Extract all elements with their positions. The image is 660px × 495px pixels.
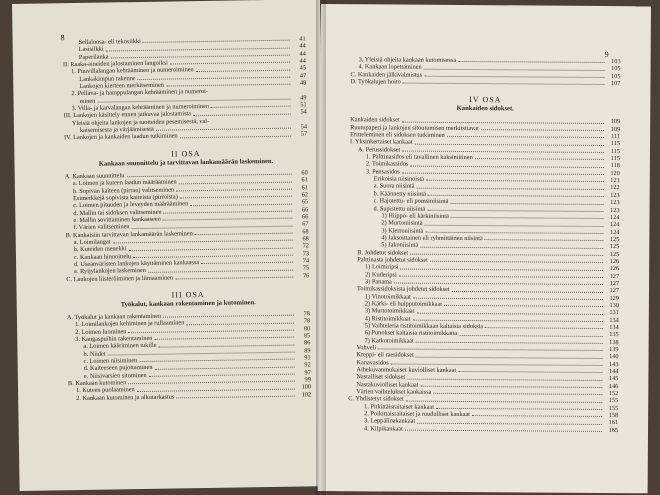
toc-entry-title: D. Työkalujen hoito xyxy=(350,78,401,86)
dot-leader xyxy=(425,224,604,226)
toc-entry-title: III. Lankojen käsittely ennen jatkuvaa jalostamista xyxy=(63,110,192,120)
toc-page-number: 145 xyxy=(608,375,619,383)
toc-page-number: 73 xyxy=(302,249,310,258)
toc-page-number: 62 xyxy=(301,191,309,199)
dot-leader xyxy=(451,217,604,219)
toc-page-number: 47 xyxy=(299,72,307,80)
dot-leader xyxy=(196,69,290,71)
toc-entry-title: 2. Kankaan kutominen ja alkutarkastus xyxy=(76,393,175,402)
toc-entry-title: Kreppi- eli raesidokset xyxy=(356,351,414,360)
toc-page-number: 105 xyxy=(611,72,621,80)
toc-entry-title: Kankaiden sidokset xyxy=(350,116,400,124)
toc-page-number: 67 xyxy=(302,220,309,228)
toc-entry-title: C. Yhdistetyt sidokset xyxy=(348,395,404,404)
dot-leader xyxy=(201,262,293,264)
toc-entry-title: C. Kankaiden jälkivalmistus xyxy=(350,70,423,79)
dot-leader xyxy=(420,246,603,248)
toc-page-number: 48 xyxy=(299,79,307,87)
toc-page-number: 45 xyxy=(299,64,307,72)
dot-leader xyxy=(180,135,291,138)
toc-page-number: 127 xyxy=(609,287,620,295)
book-gutter xyxy=(316,0,326,495)
toc-entry-title: 7) Katkotoimikkaat xyxy=(364,337,414,345)
page-number: 9 xyxy=(604,49,609,60)
toc-entry-title: Nastalliset sidokset xyxy=(356,373,406,382)
toc-entry-title: Toimikassidoksista johdetut sidokset xyxy=(356,285,450,294)
dot-leader xyxy=(485,239,604,241)
toc-page-number: 129 xyxy=(609,294,619,302)
toc-page-number: 120 xyxy=(610,169,620,177)
toc-page-number: 99 xyxy=(304,376,311,384)
toc-entry-title: 3. Kangaspuihin rakentaminen xyxy=(75,334,153,344)
toc-page-number: 139 xyxy=(609,346,619,354)
toc-entry-title: IV. Lankojen ja kankaiden laadun tutkiminen xyxy=(64,132,178,142)
toc-page-number: 135 xyxy=(609,331,619,339)
toc-page-number: 118 xyxy=(610,162,620,170)
toc-page-number: 86 xyxy=(304,339,311,347)
toc-page-number: 125 xyxy=(609,243,620,251)
toc-entry-title: 4. Kankaan lopettaminen xyxy=(358,63,422,72)
dot-leader xyxy=(410,165,604,167)
toc-entry-title: 3) Kierroniisintä xyxy=(381,226,424,235)
toc-entry-title: Esimerkkejä sopivista kaiteista (pirroista) xyxy=(73,193,178,202)
toc-entry-title: Lankojen kierteen merkitseminen xyxy=(79,81,164,91)
part-title: Kankaiden sidokset. xyxy=(456,105,514,113)
dot-leader xyxy=(475,159,604,161)
toc-page-number: 92 xyxy=(304,361,311,369)
toc-page-number: 75 xyxy=(302,264,310,272)
toc-page-number: 109 xyxy=(610,125,621,133)
toc-page-number: 111 xyxy=(611,133,621,141)
toc-page-number: 127 xyxy=(609,279,620,288)
dot-leader xyxy=(405,430,602,432)
toc-entry-title: I. Yksinkertaiset kankaat xyxy=(350,138,413,147)
toc-entry-title: Värien vaihtelukset kankaissa xyxy=(356,388,432,396)
toc-page-number: 61 xyxy=(301,183,308,191)
toc-page-number: 78 xyxy=(303,310,310,318)
toc-entry-title: a. Suora niisintä xyxy=(373,182,415,191)
toc-entry-title: e. Niisivarsien sitominen xyxy=(83,371,147,380)
toc-entry-title: 2. Poikittaisraitaiset ja ruudulliset kankaat xyxy=(364,410,470,419)
toc-page-number: 76 xyxy=(302,271,310,280)
toc-entry xyxy=(350,78,620,87)
part-heading: III OSA xyxy=(171,289,205,300)
toc-entry-title: b. Niidet xyxy=(83,350,106,358)
dot-leader xyxy=(394,283,603,285)
toc-page-number: 109 xyxy=(610,118,621,126)
toc-entry-title: Paperilanka xyxy=(78,53,109,61)
toc-entry-title: d. Kaiteeseen pujottaminen xyxy=(83,364,153,373)
table-of-contents-left xyxy=(63,35,312,402)
dot-leader xyxy=(399,275,603,277)
toc-entry-title: d. Useanväristen lankojen käyttäminen kankaassa xyxy=(74,259,200,268)
toc-entry-title: 1. Puuvillalangan kehrääminen ja numeroiminen xyxy=(71,66,194,76)
toc-entry-title: 2) Murtoniisintä xyxy=(381,219,423,227)
toc-page-number: 105 xyxy=(611,65,621,73)
toc-page-number: 103 xyxy=(611,58,621,66)
toc-page-number: 123 xyxy=(610,199,620,207)
dot-leader xyxy=(485,327,603,329)
toc-entry-title: A. Kankaan suunnittelu xyxy=(64,172,125,181)
dot-leader xyxy=(391,364,603,366)
toc-page-number: 124 xyxy=(609,221,620,229)
toc-entry-title: 3) Murtotoimikkaat xyxy=(364,307,415,315)
dot-leader xyxy=(481,129,604,131)
toc-page-number: 125 xyxy=(609,235,620,243)
toc-page-number: 144 xyxy=(608,368,619,376)
toc-section xyxy=(63,35,308,142)
toc-entry-title: e. Ryijylankojen laskeminen xyxy=(74,267,146,276)
toc-entry-title: 1) Hiippo- eli kärkiniisintä xyxy=(381,212,449,220)
toc-entry-title: Eritteleminen eli sidoksen tutkiminen xyxy=(350,131,445,139)
toc-page-number: 61 xyxy=(301,176,308,184)
toc-page-number: 122 xyxy=(610,184,620,192)
dot-leader xyxy=(193,113,291,116)
toc-section xyxy=(348,117,620,435)
dot-leader xyxy=(425,232,603,234)
toc-entry-title: 2. Loimen luominen xyxy=(75,327,127,336)
toc-page-number: 146 xyxy=(608,382,619,390)
dot-leader xyxy=(420,386,602,388)
toc-entry-title: Lasisilkki xyxy=(78,45,104,54)
toc-page-number: 65 xyxy=(301,198,309,206)
toc-entry-title: II. Raaka-aineiden jalostaminen langoiksi xyxy=(62,59,168,69)
toc-entry-title: e. Mallin sovittaminen kankaaseen xyxy=(73,215,161,224)
dot-leader xyxy=(190,203,292,206)
toc-page-number: 155 xyxy=(608,404,619,412)
dot-leader xyxy=(424,68,605,70)
dot-leader xyxy=(452,291,603,293)
toc-page-number: 68 xyxy=(302,227,309,236)
toc-page-number: 158 xyxy=(608,412,619,420)
toc-entry-title: c. Kankaan hinnoittelu xyxy=(73,252,132,261)
toc-entry-title: Erikoisia niisinoistä xyxy=(373,175,425,183)
toc-page-number: 140 xyxy=(609,353,619,361)
toc-entry-title: 2) Kuderipsi xyxy=(365,270,397,279)
toc-entry-title: A. Perussidokset xyxy=(357,146,401,154)
toc-page-number: 74 xyxy=(302,257,310,265)
toc-entry-title: c. Loimen pituuden ja leveyden määrääminen xyxy=(73,200,189,210)
toc-entry-title: 5) Jakoniisintä xyxy=(381,241,419,249)
toc-entry-title: 1. Pitkittäisraitaiset kankaat xyxy=(364,403,434,411)
toc-entry-title: Vohveli xyxy=(356,344,377,352)
toc-page-number: 44 xyxy=(299,50,306,58)
part-title: Kankaan suunnittelu ja tarvittavan lankamäärän laskeminen. xyxy=(98,157,274,168)
dot-leader xyxy=(406,400,602,402)
toc-page-number: 102 xyxy=(301,391,312,399)
toc-entry-title: f. Värien valitseminen xyxy=(73,223,130,232)
toc-page-number: 44 xyxy=(299,42,306,50)
dot-leader xyxy=(472,416,602,418)
toc-page-number: 72 xyxy=(302,242,309,250)
toc-page-number: 115 xyxy=(610,140,621,148)
toc-entry-title: 3. Leppälinakankaat xyxy=(364,417,416,426)
toc-page-number: 78 xyxy=(303,317,311,325)
toc-entry-title: 2. Toimikassidos xyxy=(365,160,409,169)
dot-leader xyxy=(426,180,604,182)
toc-entry-title: 3) Panama xyxy=(365,278,392,286)
dot-leader xyxy=(378,349,603,352)
toc-page-number: 89 xyxy=(304,347,311,355)
toc-page-number: 126 xyxy=(609,257,620,265)
dot-leader xyxy=(402,151,604,153)
toc-entry-title: a. Loimen kääriminen tukille xyxy=(83,342,157,351)
toc-entry-title: A. Työkalut ja kankaan rakentaminen xyxy=(66,312,162,322)
toc-entry-title: Aihekuvanmukaiset kuviolliset kankaat xyxy=(356,366,457,375)
toc-page-number: 123 xyxy=(610,206,620,214)
left-page xyxy=(12,0,328,491)
dot-leader xyxy=(401,268,604,270)
toc-page-number: 54 xyxy=(300,123,308,131)
toc-entry-title: 5) Vaihteleria ristitoimikkaan kaltaisia sidoksia xyxy=(364,322,484,331)
toc-page-number: 121 xyxy=(610,177,620,185)
toc-entry-title: a. Loimilangat xyxy=(73,238,111,246)
toc-page-number: 66 xyxy=(301,205,309,214)
part-heading: IV OSA xyxy=(469,95,502,105)
dot-leader xyxy=(416,356,603,358)
toc-page-number: 107 xyxy=(610,80,621,88)
toc-entry-title: b. Sopivan kaiteen (pirran) valitseminen xyxy=(72,185,175,195)
toc-page-number: 41 xyxy=(299,35,306,43)
page-number: 8 xyxy=(60,33,65,43)
toc-page-number: 124 xyxy=(610,213,620,221)
toc-entry-title: 6) Punokset kaltaisia ristitoimikkaita xyxy=(364,329,458,338)
toc-section xyxy=(67,310,311,402)
dot-leader xyxy=(430,261,603,263)
toc-entry-title: 1) Vinotoimikkaat xyxy=(364,292,411,301)
toc-page-number: 161 xyxy=(608,419,619,427)
toc-page-number: 138 xyxy=(609,338,619,346)
toc-page-number: 115 xyxy=(610,155,620,163)
toc-page-number: 155 xyxy=(608,397,619,405)
toc-page-number: 85 xyxy=(303,332,311,340)
toc-entry-title: 4) Jaksoittainen eli ryhmittäinen niisintä xyxy=(381,234,483,243)
toc-entry-title: d. Supistettu niisintä xyxy=(373,204,426,213)
toc-entry-title: 4. Kilpikankaat xyxy=(364,425,403,433)
dot-leader xyxy=(176,396,295,399)
toc-entry-title: b. Käännetty niisintä xyxy=(373,190,426,198)
toc-section xyxy=(350,56,620,87)
dot-leader xyxy=(412,320,602,322)
dot-leader xyxy=(416,312,603,314)
toc-page-number: 100 xyxy=(301,383,312,391)
toc-page-number: 125 xyxy=(609,250,620,258)
dot-leader xyxy=(427,210,603,212)
toc-entry-title: a. Loimen ja kuteen laadun määrääminen xyxy=(72,178,177,188)
dot-leader xyxy=(416,187,603,189)
table-of-contents-right xyxy=(348,56,621,434)
toc-entry-title: d. Mallin tai sidoksen valitseminen xyxy=(73,208,162,217)
toc-entry xyxy=(348,425,618,434)
dot-leader xyxy=(416,342,603,344)
dot-leader xyxy=(403,83,605,85)
toc-entry-title: B. Johdetut sidokset xyxy=(357,248,409,257)
toc-page-number: 143 xyxy=(609,360,619,368)
toc-page-number: 57 xyxy=(300,130,308,138)
dot-leader xyxy=(413,298,603,300)
toc-entry-title: c. Loimen niisiminen xyxy=(83,357,138,365)
dot-leader xyxy=(402,173,604,175)
dot-leader xyxy=(458,371,602,373)
toc-entry-title: Sellaloosa- eli tekosilkki xyxy=(78,37,141,46)
toc-page-number: 115 xyxy=(610,147,621,155)
dot-leader xyxy=(175,277,293,280)
toc-page-number: 126 xyxy=(609,265,620,273)
dot-leader xyxy=(459,335,602,337)
toc-entry-title: 1) Loimiripsi xyxy=(365,263,399,271)
toc-page-number: 130 xyxy=(609,301,619,310)
toc-entry-title: 1. Loimilankojen kehiminen ja rullaaminen xyxy=(74,319,185,329)
toc-entry-title: 2. Pellava- ja hamppulangan kehrääminen ja numeroi- xyxy=(71,88,209,98)
toc-page-number: 131 xyxy=(609,309,619,317)
toc-page-number: 134 xyxy=(609,316,619,324)
toc-page-number: 124 xyxy=(609,228,620,236)
toc-entry-title: 2) Kärki- eli huipputoimikkaat xyxy=(364,300,443,308)
toc-entry-title: c. Hajotettu- eli pomsiniisintä xyxy=(373,197,449,206)
toc-entry-title: 1. Palttinasidos eli tavallinen kaksiniitinen xyxy=(365,153,473,162)
toc-page-number: 44 xyxy=(299,57,306,65)
dot-leader xyxy=(433,393,602,395)
toc-page-number: 127 xyxy=(609,272,620,280)
dot-leader xyxy=(444,305,603,307)
toc-entry-title: Lankakimpun rakenne xyxy=(79,74,136,83)
toc-section xyxy=(65,169,310,283)
toc-page-number: 123 xyxy=(610,191,620,199)
dot-leader xyxy=(402,121,605,123)
dot-leader xyxy=(458,61,604,63)
toc-entry-title: kaisemisesta ja värjäämisestä xyxy=(79,125,154,135)
toc-page-number: 51 xyxy=(300,101,307,109)
dot-leader xyxy=(436,408,602,410)
dot-leader xyxy=(407,378,602,380)
toc-page-number: 54 xyxy=(300,108,307,116)
part-heading: II OSA xyxy=(171,148,201,159)
toc-entry-title: minen xyxy=(79,97,96,105)
toc-page-number: 66 xyxy=(302,213,309,221)
toc-entry-title: B. Kankaisiin tarvittavan lankamäärän laskeminen xyxy=(65,229,193,239)
toc-page-number: 80 xyxy=(303,325,311,333)
toc-page-number: 165 xyxy=(608,426,619,434)
dot-leader xyxy=(450,202,603,204)
toc-entry-title: 1. Kuteen puolaaminen xyxy=(76,386,135,395)
toc-entry-title: C. Lankojen liisteröiminen ja liimaaminen xyxy=(66,274,174,283)
toc-page-number: 91 xyxy=(304,354,311,362)
dot-leader xyxy=(415,143,604,145)
toc-page-number: 97 xyxy=(304,369,311,377)
toc-entry-title: 3. Villa- ja karvalangan kehrääminen ja numeroiminen xyxy=(71,103,210,113)
dot-leader xyxy=(410,254,603,256)
toc-entry-title: B. Kankaan kutominen xyxy=(67,379,127,388)
dot-leader xyxy=(428,195,604,197)
toc-entry-title: Kanavasidos xyxy=(356,358,389,367)
part-title: Työkalut, kankaan rakentaminen ja kutominen. xyxy=(120,299,256,309)
toc-entry-title: Ruutupaperi ja lankojen sitoutumisen merkitsttavat xyxy=(350,123,479,132)
dot-leader xyxy=(424,76,604,78)
dot-leader xyxy=(417,422,602,424)
dot-leader xyxy=(211,106,291,108)
toc-entry-title: 3. Pensasidos xyxy=(365,168,400,176)
toc-page-number: 134 xyxy=(609,324,619,332)
toc-entry-title: b. Kuteiden menekki xyxy=(73,245,127,254)
toc-entry-title: 4) Ristitoimikkaat xyxy=(364,314,411,323)
toc-page-number: 49 xyxy=(300,94,307,102)
dot-leader xyxy=(195,233,293,236)
toc-entry-title: Nastakuviolliset kankaat xyxy=(356,381,419,389)
toc-page-number: 60 xyxy=(301,169,308,177)
dot-leader xyxy=(447,136,604,138)
toc-entry-title: Yleisiä ohjeita lankojen ja tuotteiden pesemisestä, val- xyxy=(71,117,210,127)
toc-entry-title: 3. Yleisiä ohjeita kankaan kutomisessa xyxy=(358,56,457,64)
toc-page-number: 68 xyxy=(302,235,309,243)
right-page xyxy=(318,4,651,493)
toc-page-number: 152 xyxy=(608,390,619,398)
toc-entry-title: Palttinasta johdetut sidokset xyxy=(357,256,428,264)
